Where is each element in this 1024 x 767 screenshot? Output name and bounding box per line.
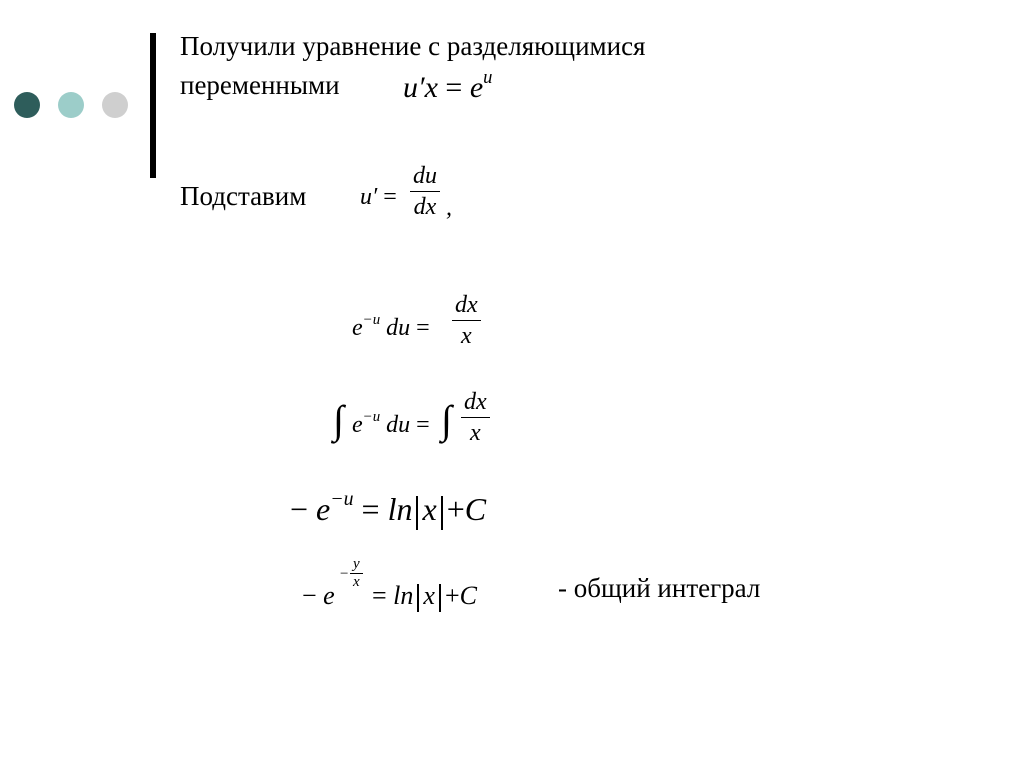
f1-exp: u: [483, 67, 493, 88]
f5-plus: +: [446, 490, 465, 527]
formula-separated: [352, 313, 430, 340]
f6-eq: =: [372, 581, 387, 610]
f6-neg: −: [302, 581, 317, 610]
f5-var: x: [422, 490, 437, 527]
f4-integral-right: ∫: [441, 397, 452, 442]
f2-eq: =: [383, 184, 397, 210]
f2-num: du: [410, 164, 440, 192]
f5-c: C: [464, 490, 487, 527]
f5-base: e: [316, 490, 331, 527]
f2-trail: ,: [446, 195, 452, 221]
formula-derivative-fraction: [410, 164, 440, 219]
f6-exp-den: x: [353, 574, 360, 590]
f4-eq: =: [416, 412, 430, 439]
formula-separated-equation: [403, 69, 492, 103]
f6-plus: +: [444, 581, 460, 610]
f6-base: e: [323, 581, 335, 610]
f3-eq: =: [416, 315, 430, 342]
decor-vertical-bar: [150, 33, 156, 178]
f4-exp: −u: [362, 409, 381, 425]
f5-eq: =: [361, 490, 380, 527]
decor-dot-dark: [14, 92, 40, 118]
text-substitute: Подставим: [180, 181, 307, 211]
f4-mid: du: [386, 412, 411, 439]
f5-exp: −u: [330, 488, 354, 510]
f3-mid: du: [386, 315, 411, 342]
f5-abs-right: [441, 496, 443, 530]
text-line-2: переменными: [180, 70, 340, 100]
f3-den: x: [461, 323, 472, 349]
f4-base: e: [352, 412, 363, 439]
decor-dot-gray: [102, 92, 128, 118]
f1-lhs: u′x: [403, 70, 438, 104]
f6-abs-right: [439, 584, 441, 612]
f5-neg: −: [290, 490, 309, 527]
formula-separated-fraction: [452, 293, 481, 348]
formula-solution-u: [290, 490, 486, 530]
f2-den: dx: [413, 194, 437, 220]
f4-den: x: [470, 420, 481, 446]
formula-integrated: [352, 410, 430, 437]
f3-exp: −u: [362, 312, 381, 328]
f6-exp-fraction: [350, 557, 363, 590]
formula-general-integral: [302, 583, 335, 609]
f5-abs-left: [416, 496, 418, 530]
f3-num: dx: [452, 293, 481, 321]
f6-c: C: [459, 581, 477, 610]
formula-derivative-lhs: [360, 185, 397, 209]
f2-lhs: u′: [360, 184, 378, 210]
f6-exp-sign: −: [340, 566, 349, 582]
f6-ln: ln: [393, 581, 414, 610]
f5-ln: ln: [387, 490, 413, 527]
f3-base: e: [352, 315, 363, 342]
f6-rhs: [372, 583, 477, 612]
f6-var: x: [423, 581, 435, 610]
f6-exp-num: y: [350, 557, 363, 574]
text-line-1: Получили уравнение с разделяющимися: [180, 31, 646, 61]
f1-eq: =: [445, 70, 463, 104]
f1-base: e: [469, 70, 484, 104]
f4-integral-left: ∫: [333, 397, 344, 442]
formula-integrated-fraction: [461, 390, 490, 445]
text-general-integral: - общий интеграл: [558, 573, 761, 603]
f6-abs-left: [417, 584, 419, 612]
decor-dot-teal: [58, 92, 84, 118]
f4-num: dx: [461, 390, 490, 418]
